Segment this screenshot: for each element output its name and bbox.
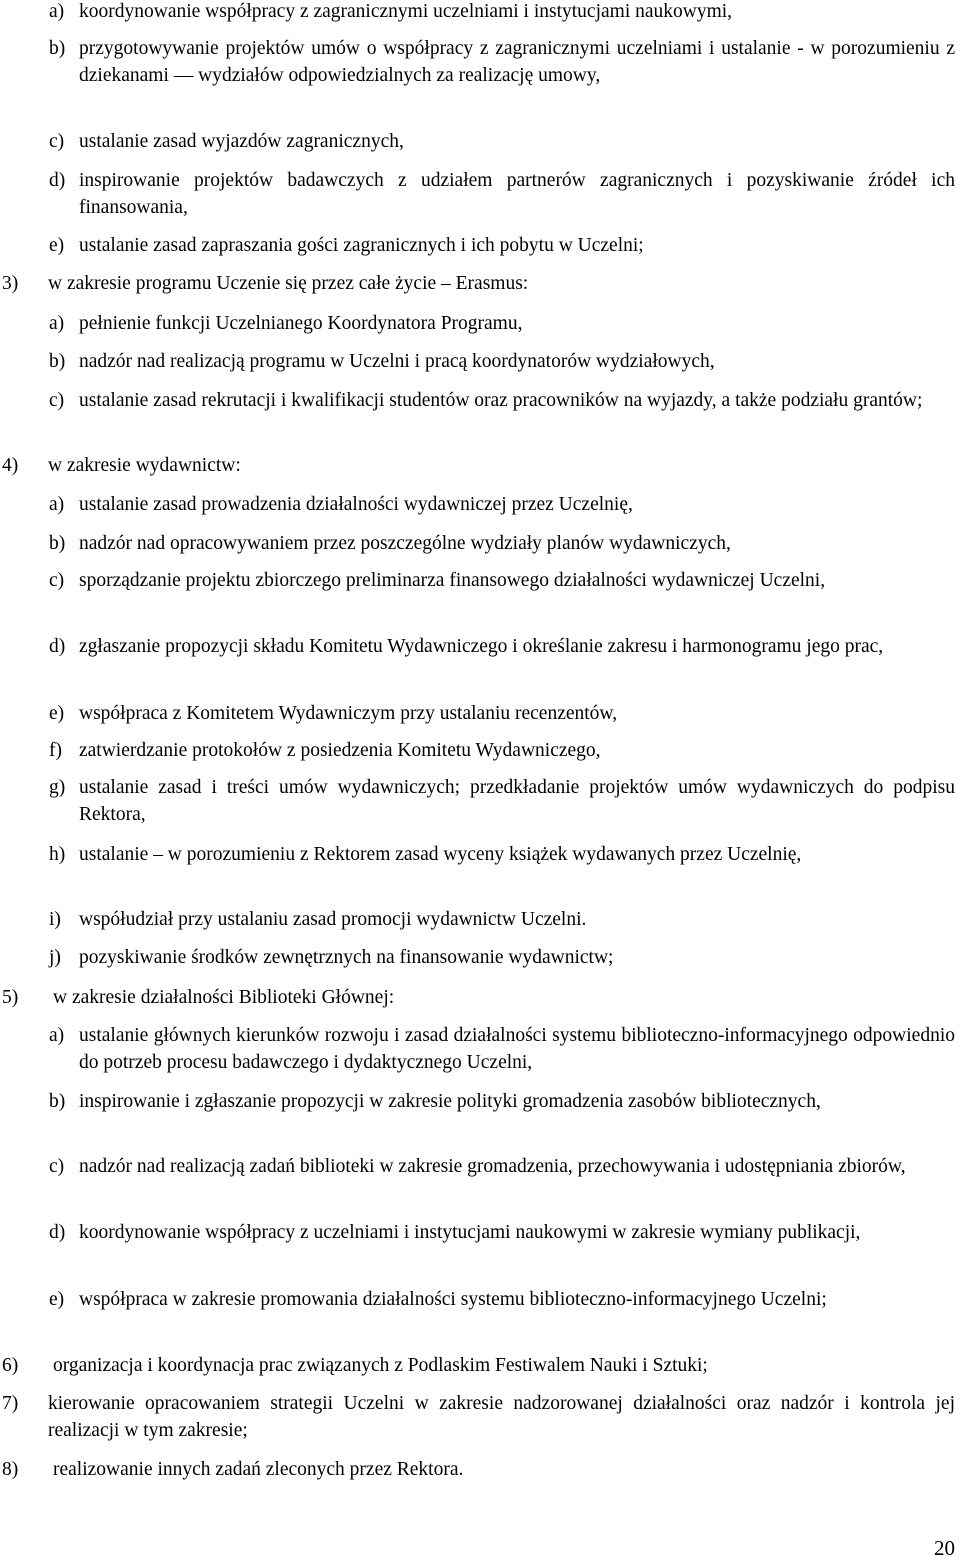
list-item (2, 452, 955, 479)
item-text: nadzór nad opracowywaniem przez poszczególne wydziały planów wydawniczych, (79, 533, 731, 554)
list-item (2, 1352, 955, 1379)
item-label: c) (49, 570, 65, 591)
list-item (49, 1022, 955, 1076)
item-text: realizowanie innych zadań zleconych przez Rektora. (53, 1459, 464, 1480)
item-text: w zakresie działalności Biblioteki Głównej: (53, 987, 395, 1008)
list-item (2, 1390, 955, 1444)
list-item (49, 167, 955, 221)
item-label: a) (49, 494, 65, 515)
item-label: b) (49, 351, 66, 372)
item-text: ustalanie zasad zapraszania gości zagranicznych i ich pobytu w Uczelni; (79, 235, 644, 256)
item-label: b) (49, 1091, 66, 1112)
item-label: e) (49, 235, 65, 256)
item-text: koordynowanie współpracy z zagranicznymi uczelniami i instytucjami naukowymi, (79, 1, 733, 22)
item-text: inspirowanie projektów badawczych z udziałem partnerów zagranicznych i pozyskiwanie źródeł ich finansowania, (79, 170, 955, 218)
item-text: przygotowywanie projektów umów o współpracy z zagranicznymi uczelniami i ustalanie - w porozumieniu z dziekanami ― wydziałów odpowiedzialnych za realizację umowy, (79, 38, 955, 86)
item-label: e) (49, 1289, 65, 1310)
item-label: g) (49, 777, 66, 798)
item-label: b) (49, 38, 66, 59)
item-label: a) (49, 1025, 65, 1046)
item-text: w zakresie wydawnictw: (48, 455, 241, 476)
list-item (49, 633, 955, 660)
item-label: c) (49, 131, 65, 152)
list-item (49, 567, 955, 594)
list-item (49, 1088, 955, 1115)
item-label: 7) (2, 1393, 19, 1414)
item-text: koordynowanie współpracy z uczelniami i instytucjami naukowymi w zakresie wymiany publikacji, (79, 1222, 861, 1243)
item-text: ustalanie zasad wyjazdów zagranicznych, (79, 131, 404, 152)
item-text: ustalanie zasad i treści umów wydawniczych; przedkładanie projektów umów wydawniczych do podpisu Rektora, (79, 777, 955, 825)
list-item (49, 0, 955, 25)
list-item (49, 387, 955, 414)
item-text: współpraca z Komitetem Wydawniczym przy ustalaniu recenzentów, (79, 703, 618, 724)
item-text: ustalanie głównych kierunków rozwoju i zasad działalności systemu biblioteczno-informacyjnego odpowiednio do potrzeb procesu badawczego i dydaktycznego Uczelni, (79, 1025, 955, 1073)
list-item (49, 348, 955, 375)
item-text: kierowanie opracowaniem strategii Uczelni w zakresie nadzorowanej działalności oraz nadzór i kontrola jej realizacji w tym zakresie; (48, 1393, 955, 1441)
item-text: inspirowanie i zgłaszanie propozycji w zakresie polityki gromadzenia zasobów bibliotecznych, (79, 1091, 821, 1112)
item-text: ustalanie zasad rekrutacji i kwalifikacji studentów oraz pracowników na wyjazdy, a także podziału grantów; (79, 390, 923, 411)
item-text: pełnienie funkcji Uczelnianego Koordynatora Programu, (79, 313, 523, 334)
item-label: e) (49, 703, 65, 724)
list-item (49, 737, 955, 764)
item-label: 5) (2, 987, 19, 1008)
item-text: zatwierdzanie protokołów z posiedzenia Komitetu Wydawniczego, (79, 740, 601, 761)
item-label: a) (49, 1, 65, 22)
list-item (49, 232, 955, 259)
list-item (49, 530, 955, 557)
item-text: organizacja i koordynacja prac związanych z Podlaskim Festiwalem Nauki i Sztuki; (53, 1355, 708, 1376)
item-label: a) (49, 313, 65, 334)
item-text: współudział przy ustalaniu zasad promocji wydawnictw Uczelni. (79, 909, 587, 930)
list-item (49, 1219, 955, 1246)
item-label: 4) (2, 455, 19, 476)
item-label: c) (49, 1156, 65, 1177)
item-label: h) (49, 844, 66, 865)
list-item (49, 774, 955, 828)
item-label: i) (49, 909, 61, 930)
item-label: j) (49, 947, 61, 968)
item-label: 6) (2, 1355, 19, 1376)
list-item (49, 700, 955, 727)
list-item (2, 1456, 955, 1483)
list-item (49, 1286, 955, 1313)
item-text: sporządzanie projektu zbiorczego preliminarza finansowego działalności wydawniczej Uczelni, (79, 570, 826, 591)
item-label: 8) (2, 1459, 19, 1480)
item-label: b) (49, 533, 66, 554)
item-label: f) (49, 740, 62, 761)
item-label: 3) (2, 273, 19, 294)
item-text: zgłaszanie propozycji składu Komitetu Wydawniczego i określanie zakresu i harmonogramu jego prac, (79, 636, 884, 657)
item-text: ustalanie – w porozumieniu z Rektorem zasad wyceny książek wydawanych przez Uczelnię, (79, 844, 802, 865)
item-text: nadzór nad realizacją programu w Uczelni i pracą koordynatorów wydziałowych, (79, 351, 715, 372)
item-label: d) (49, 170, 66, 191)
item-text: nadzór nad realizacją zadań biblioteki w zakresie gromadzenia, przechowywania i udostępniania zbiorów, (79, 1156, 906, 1177)
item-label: c) (49, 390, 65, 411)
item-text: w zakresie programu Uczenie się przez całe życie – Erasmus: (48, 273, 529, 294)
list-item (49, 841, 955, 868)
list-item (49, 1153, 955, 1180)
item-label: d) (49, 1222, 66, 1243)
item-label: d) (49, 636, 66, 657)
list-item (2, 984, 955, 1011)
list-item (49, 310, 955, 337)
list-item (2, 270, 955, 297)
page-number: 20 (934, 1536, 955, 1560)
list-item (49, 944, 955, 971)
item-text: współpraca w zakresie promowania działalności systemu biblioteczno-informacyjnego Uczelni; (79, 1289, 827, 1310)
list-item (49, 35, 955, 89)
list-item (49, 906, 955, 933)
list-item (49, 491, 955, 518)
list-item (49, 128, 955, 155)
item-text: pozyskiwanie środków zewnętrznych na finansowanie wydawnictw; (79, 947, 614, 968)
item-text: ustalanie zasad prowadzenia działalności wydawniczej przez Uczelnię, (79, 494, 633, 515)
